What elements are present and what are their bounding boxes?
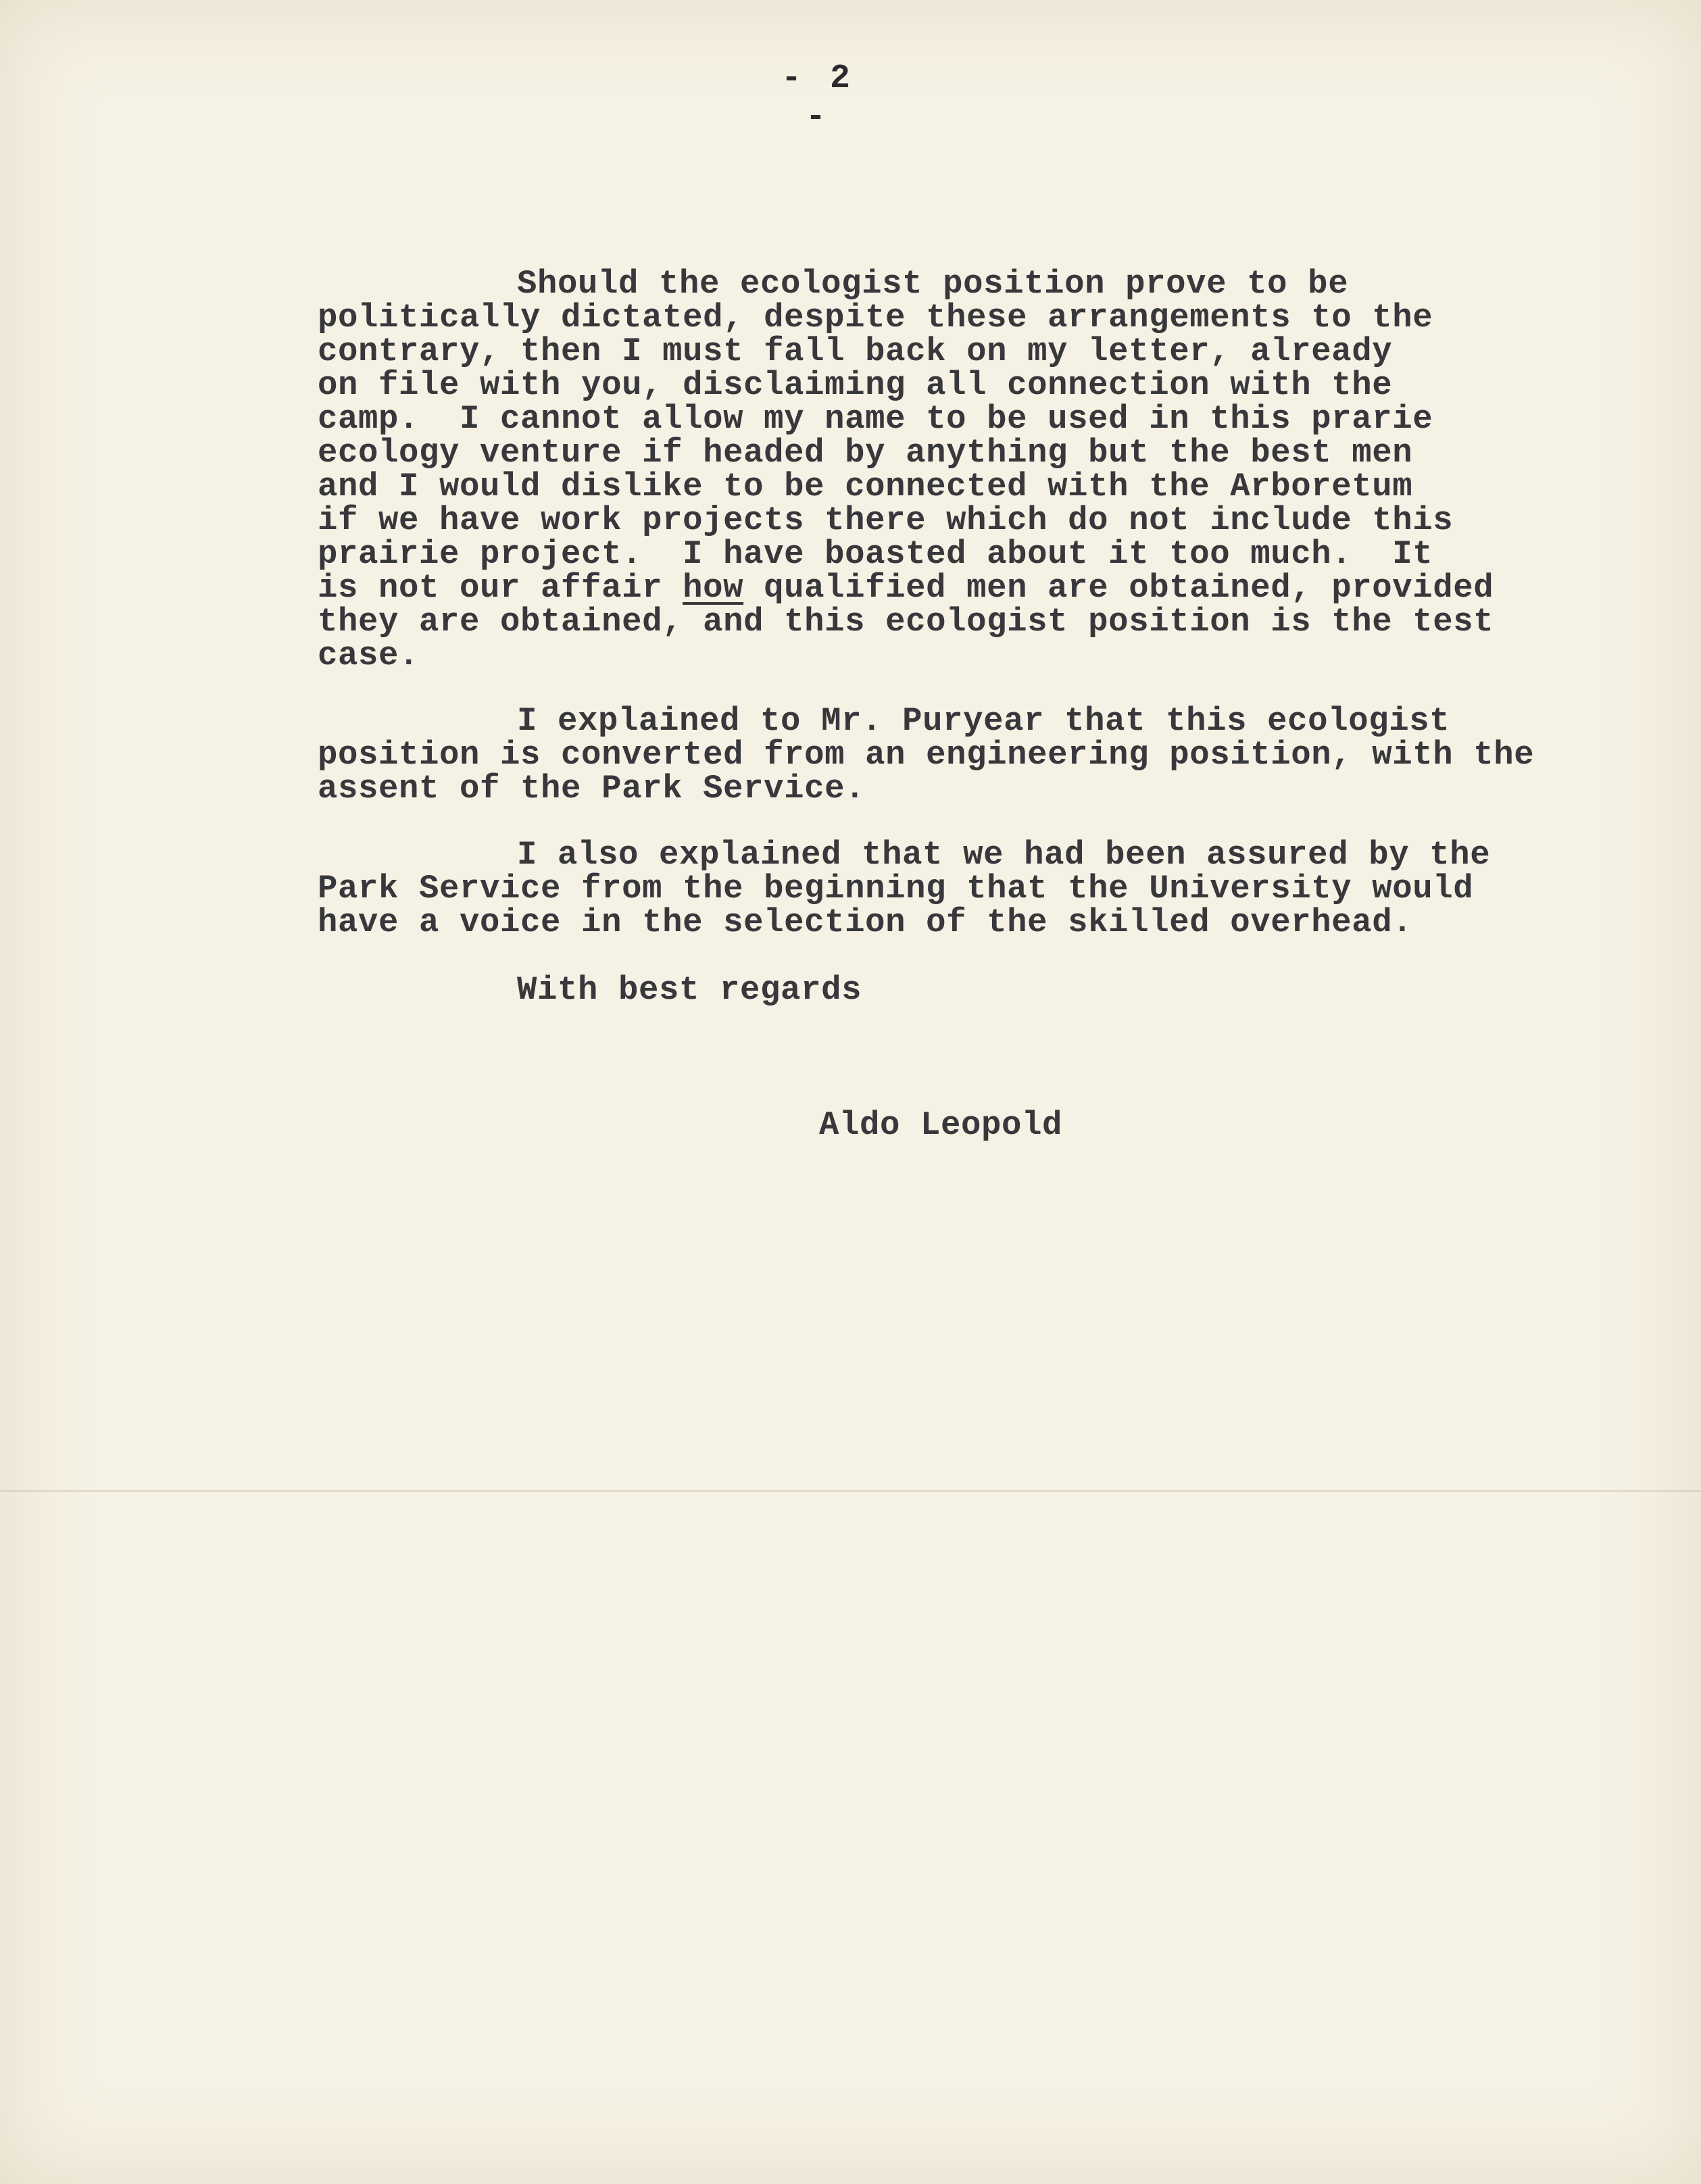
- paragraph-line: assent of the Park Service.: [318, 770, 866, 808]
- paragraph-line: I explained to Mr. Puryear that this ecologist: [517, 702, 1450, 740]
- paragraph-line: camp. I cannot allow my name to be used in this prarie: [318, 400, 1433, 438]
- paragraph-line: I also explained that we had been assured by the: [517, 836, 1491, 874]
- paragraph-line: and I would dislike to be connected with the Arboretum: [318, 468, 1413, 505]
- signature: Aldo Leopold: [819, 1106, 1063, 1144]
- paragraph-line: contrary, then I must fall back on my letter, already: [318, 332, 1393, 370]
- paragraph-line: have a voice in the selection of the skilled overhead.: [318, 903, 1413, 941]
- paragraph-line: [318, 571, 1494, 605]
- closing: With best regards: [517, 971, 862, 1009]
- paragraph-line: case.: [318, 637, 420, 674]
- paragraph-line: position is converted from an engineering position, with the: [318, 736, 1535, 774]
- paragraph-line: on file with you, disclaiming all connection with the: [318, 366, 1393, 404]
- paper-fold-crease: [0, 1490, 1701, 1492]
- page-number: - 2 -: [781, 59, 854, 136]
- underlined-word: how: [683, 569, 744, 607]
- paragraph-line: politically dictated, despite these arrangements to the: [318, 299, 1433, 337]
- line-text: qualified men are obtained, provided: [743, 569, 1494, 607]
- paragraph-line: prairie project. I have boasted about it too much. It: [318, 535, 1433, 573]
- line-text: is not our affair: [318, 569, 683, 607]
- paragraph-line: Park Service from the beginning that the University would: [318, 870, 1474, 908]
- paragraph-line: they are obtained, and this ecologist position is the test: [318, 603, 1494, 641]
- paragraph-line: Should the ecologist position prove to be: [517, 265, 1349, 303]
- paragraph-line: if we have work projects there which do not include this: [318, 501, 1454, 539]
- paragraph-line: ecology venture if headed by anything but the best men: [318, 434, 1413, 472]
